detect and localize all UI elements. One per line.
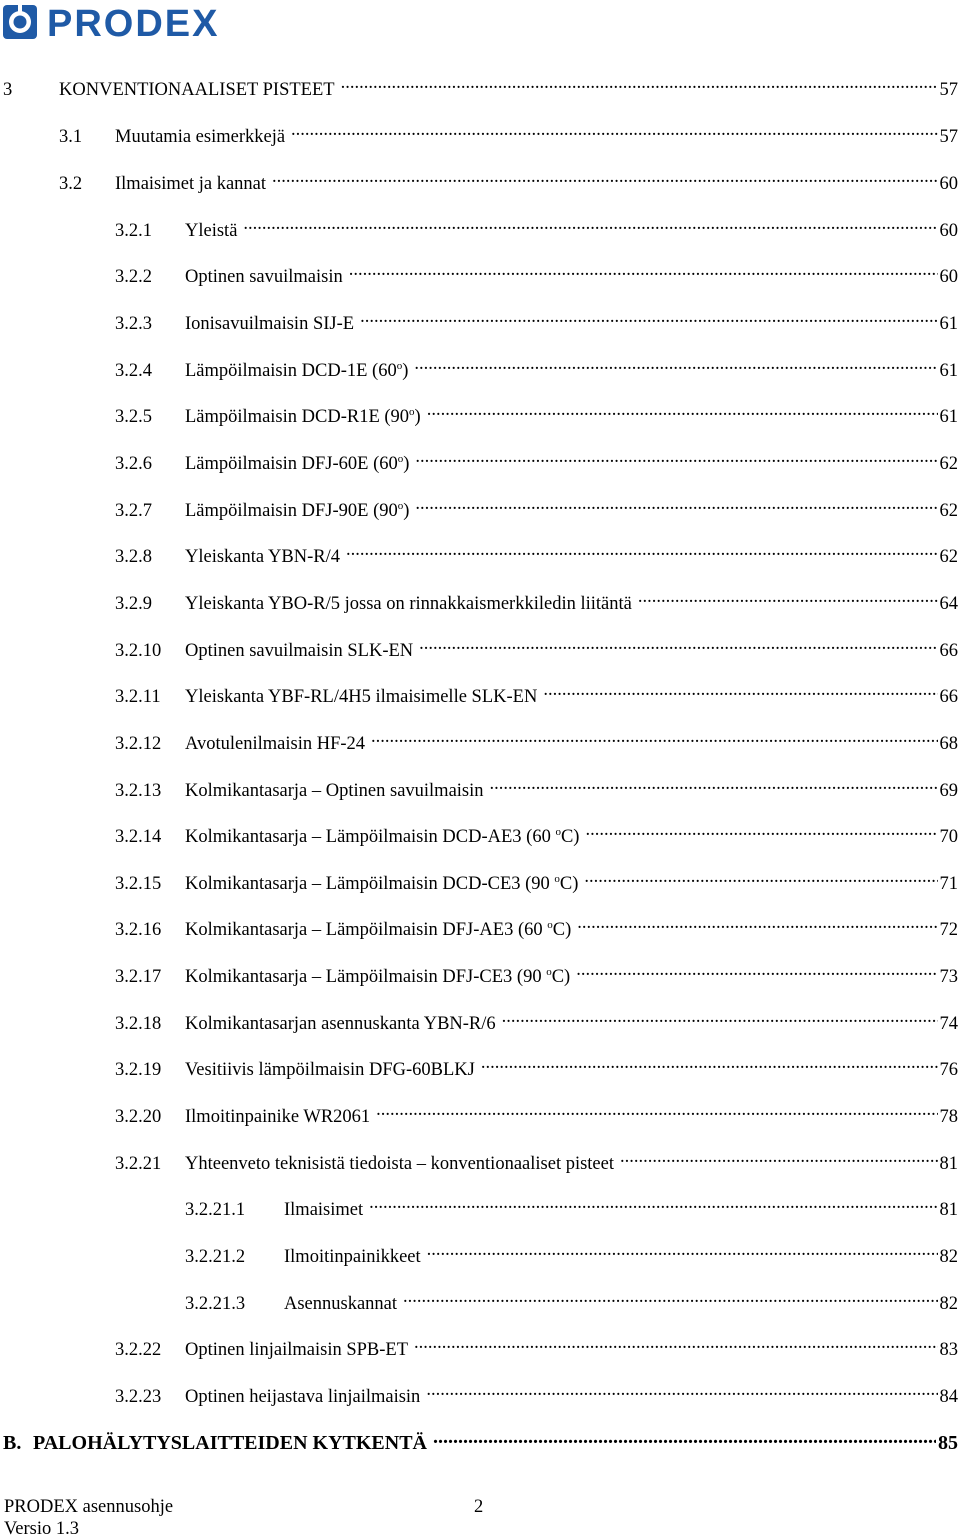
- page-footer: [4, 1496, 173, 1540]
- toc-entry-3-2-20[interactable]: [115, 1098, 958, 1127]
- toc-title-text: C): [551, 967, 571, 987]
- toc-entry-3-2-21-3[interactable]: [185, 1285, 958, 1314]
- toc-entry-3-2-16[interactable]: [115, 911, 958, 940]
- toc-entry-title: Vesitiivis lämpöilmaisin DFG-60BLKJ: [185, 1060, 475, 1080]
- toc-entry-number: 3.2.5: [115, 407, 152, 427]
- logo-graphic: [3, 3, 343, 41]
- toc-leader-dots: [543, 678, 937, 702]
- toc-entry-page: 60: [939, 174, 958, 194]
- toc-leader-dots: [502, 1005, 938, 1029]
- toc-entry-page: 81: [939, 1154, 958, 1174]
- toc-entry-page: 57: [939, 127, 958, 147]
- toc-leader-dots: [576, 958, 937, 982]
- toc-entry-number: 3.2.18: [115, 1014, 162, 1034]
- toc-entry-number: 3.2.15: [115, 874, 162, 894]
- toc-entry-page: 61: [939, 407, 958, 427]
- toc-entry-page: 72: [939, 920, 958, 940]
- toc-entry-title: Ilmaisimet ja kannat: [115, 174, 267, 194]
- toc-title-text: C): [559, 874, 579, 894]
- toc-entry-3-2-3[interactable]: [115, 305, 958, 334]
- toc-leader-dots: [403, 1285, 937, 1309]
- toc-entry-number: 3.2.9: [115, 594, 152, 614]
- toc-entry-page: 68: [939, 734, 958, 754]
- toc-entry-title: Yleiskanta YBO-R/5 jossa on rinnakkaismerkkiledin liitäntä: [185, 594, 632, 614]
- toc-entry-3-2-5[interactable]: [115, 398, 958, 427]
- toc-title-text: Kolmikantasarja – Lämpöilmaisin DFJ-AE3 (60: [185, 920, 548, 940]
- toc-entry-3-2-14[interactable]: [115, 818, 958, 847]
- toc-entry-title: Ilmoitinpainikkeet: [284, 1247, 421, 1267]
- toc-entry-title: [185, 405, 427, 429]
- toc-entry-title: [185, 918, 577, 942]
- toc-leader-dots: [369, 1191, 937, 1215]
- toc-entry-3-2-13[interactable]: [115, 772, 958, 801]
- toc-entry-number: 3.2.23: [115, 1387, 162, 1407]
- toc-leader-dots: [291, 118, 937, 142]
- toc-entry-title: Kolmikantasarjan asennuskanta YBN-R/6: [185, 1014, 496, 1034]
- toc-leader-dots: [346, 538, 937, 562]
- toc-leader-dots: [620, 1145, 938, 1169]
- toc-entry-number: 3.2.10: [115, 641, 162, 661]
- toc-entry-page: 61: [939, 361, 958, 381]
- degree-sign: o: [397, 453, 404, 465]
- toc-entry-title: [185, 965, 576, 989]
- toc-entry-number: 3.2.6: [115, 454, 152, 474]
- toc-leader-dots: [415, 445, 937, 469]
- toc-entry-number: 3.1: [59, 127, 83, 147]
- toc-leader-dots: [584, 865, 937, 889]
- toc-entry-page: 69: [939, 781, 958, 801]
- toc-leader-dots: [360, 305, 937, 329]
- toc-entry-3-2-10[interactable]: [115, 632, 958, 661]
- degree-sign: o: [555, 826, 561, 838]
- toc-entry-title: [185, 452, 415, 476]
- toc-leader-dots: [376, 1098, 937, 1122]
- toc-leader-dots: [415, 492, 937, 516]
- toc-entry-title: [185, 825, 585, 849]
- toc-entry-title: PALOHÄLYTYSLAITTEIDEN KYTKENTÄ: [33, 1432, 427, 1454]
- toc-entry-3-2-18[interactable]: [115, 1005, 958, 1034]
- toc-entry-page: 66: [939, 687, 958, 707]
- toc-entry-page: 70: [939, 827, 958, 847]
- toc-entry-page: 76: [939, 1060, 958, 1080]
- toc-entry-3-2-9[interactable]: [115, 585, 958, 614]
- toc-entry-3-2-4[interactable]: [115, 352, 958, 381]
- toc-entry-page: 82: [939, 1247, 958, 1267]
- toc-title-text: C): [560, 827, 580, 847]
- toc-title-text: Lämpöilmaisin DFJ-90E (90: [185, 501, 398, 521]
- toc-entry-title: [185, 872, 584, 896]
- toc-entry-3-2-11[interactable]: [115, 678, 958, 707]
- toc-entry-3-2-21-2[interactable]: [185, 1238, 958, 1267]
- toc-entry-title: [185, 499, 415, 523]
- toc-leader-dots: [481, 1051, 938, 1075]
- toc-entry-3-2-19[interactable]: [115, 1051, 958, 1080]
- toc-title-text: C): [552, 920, 572, 940]
- toc-entry-page: 85: [938, 1432, 958, 1454]
- toc-entry-number: 3.2.2: [115, 267, 152, 287]
- toc-entry-3-2[interactable]: [59, 165, 958, 194]
- toc-entry-number: 3.2.1: [115, 221, 152, 241]
- degree-sign: o: [546, 966, 552, 978]
- toc-title-text: Lämpöilmaisin DFJ-60E (60: [185, 454, 398, 474]
- toc-entry-title: Ilmaisimet: [284, 1200, 364, 1220]
- toc-entry-page: 74: [939, 1014, 958, 1034]
- toc-entry-page: 57: [939, 80, 958, 100]
- toc-entry-number: 3.2.14: [115, 827, 162, 847]
- toc-entry-3-2-22[interactable]: [115, 1331, 958, 1360]
- toc-entry-page: 62: [939, 547, 958, 567]
- toc-leader-dots: [341, 71, 938, 95]
- toc-entry-title: Yhteenveto teknisistä tiedoista – konventionaaliset pisteet: [185, 1154, 614, 1174]
- toc-entry-3-1[interactable]: [59, 118, 958, 147]
- toc-entry-title: KONVENTIONAALISET PISTEET: [59, 80, 335, 100]
- toc-leader-dots: [638, 585, 938, 609]
- toc-entry-number: 3.2.12: [115, 734, 162, 754]
- toc-entry-page: 62: [939, 501, 958, 521]
- toc-leader-dots: [371, 725, 937, 749]
- toc-entry-number: 3.2.4: [115, 361, 152, 381]
- toc-entry-title: Ilmoitinpainike WR2061: [185, 1107, 371, 1127]
- toc-entry-page: 84: [939, 1387, 958, 1407]
- toc-leader-dots: [577, 911, 937, 935]
- toc-title-text: Lämpöilmaisin DCD-R1E (90: [185, 407, 410, 427]
- toc-entry-number: 3.2.7: [115, 501, 152, 521]
- toc-leader-dots: [349, 258, 938, 282]
- toc-entry-page: 83: [939, 1340, 958, 1360]
- toc-entry-3-2-6[interactable]: [115, 445, 958, 474]
- toc-entry-3-2-7[interactable]: [115, 492, 958, 521]
- toc-entry-number: 3.2.21.3: [185, 1294, 246, 1314]
- toc-entry-page: 60: [939, 267, 958, 287]
- toc-leader-dots: [243, 212, 937, 236]
- toc-entry-number: 3.2.21: [115, 1154, 162, 1174]
- toc-entry-number: B.: [3, 1432, 22, 1454]
- footer-doc-title: PRODEX asennusohje: [4, 1497, 174, 1517]
- toc-entry-title: Optinen savuilmaisin SLK-EN: [185, 641, 414, 661]
- toc-leader-dots: [585, 818, 937, 842]
- toc-entry-title: Yleistä: [185, 221, 238, 241]
- toc-leader-dots: [272, 165, 937, 189]
- toc-leader-dots: [490, 772, 938, 796]
- toc-entry-page: 62: [939, 454, 958, 474]
- toc-entry-title: Yleiskanta YBN-R/4: [185, 547, 341, 567]
- toc-entry-title: Yleiskanta YBF-RL/4H5 ilmaisimelle SLK-EN: [185, 687, 538, 707]
- toc-entry-title: Optinen heijastava linjailmaisin: [185, 1387, 421, 1407]
- toc-entry-3-2-17[interactable]: [115, 958, 958, 987]
- toc-leader-dots: [414, 352, 937, 376]
- toc-entry-page: 71: [939, 874, 958, 894]
- toc-entry-title: Kolmikantasarja – Optinen savuilmaisin: [185, 781, 484, 801]
- toc-entry-3-2-12[interactable]: [115, 725, 958, 754]
- toc-entry-title: Optinen savuilmaisin: [185, 267, 343, 287]
- toc-entry-b[interactable]: [3, 1425, 958, 1454]
- toc-entry-number: 3: [3, 80, 13, 100]
- footer-version: Versio 1.3: [4, 1519, 80, 1539]
- logo-text: PRODEX: [47, 3, 220, 41]
- toc-entry-number: 3.2.22: [115, 1340, 162, 1360]
- toc-entry-3-2-21[interactable]: [115, 1145, 958, 1174]
- toc-title-text: Kolmikantasarja – Lämpöilmaisin DCD-CE3 (90: [185, 874, 555, 894]
- toc-entry-3-2-15[interactable]: [115, 865, 958, 894]
- toc-entry-page: 61: [939, 314, 958, 334]
- toc-entry-number: 3.2: [59, 174, 83, 194]
- toc-title-text: Kolmikantasarja – Lämpöilmaisin DFJ-CE3 (90: [185, 967, 547, 987]
- degree-sign: o: [547, 919, 553, 931]
- footer-page-number: 2: [474, 1497, 484, 1517]
- toc-entry-number: 3.2.3: [115, 314, 152, 334]
- toc-entry-page: 73: [939, 967, 958, 987]
- toc-entry-number: 3.2.11: [115, 687, 161, 707]
- toc-entry-number: 3.2.21.1: [185, 1200, 246, 1220]
- toc-entry-3-2-23[interactable]: [115, 1378, 958, 1407]
- toc-entry-page: 82: [939, 1294, 958, 1314]
- toc-entry-title: Avotulenilmaisin HF-24: [185, 734, 366, 754]
- degree-sign: o: [396, 360, 403, 372]
- toc-entry-number: 3.2.17: [115, 967, 162, 987]
- degree-sign: o: [397, 500, 404, 512]
- toc-title-text: Lämpöilmaisin DCD-1E (60: [185, 361, 397, 381]
- degree-sign: o: [554, 873, 560, 885]
- toc-entry-title: [185, 359, 414, 383]
- toc-title-text: ): [403, 454, 410, 474]
- toc-entry-3-2-8[interactable]: [115, 538, 958, 567]
- toc-entry-number: 3.2.16: [115, 920, 162, 940]
- toc-entry-page: 66: [939, 641, 958, 661]
- toc-entry-number: 3.2.13: [115, 781, 162, 801]
- toc-entry-page: 64: [939, 594, 958, 614]
- toc-title-text: ): [414, 407, 421, 427]
- toc-entry-page: 60: [939, 221, 958, 241]
- toc-leader-dots: [427, 398, 938, 422]
- toc-entry-number: 3.2.21.2: [185, 1247, 246, 1267]
- toc-entry-3-2-1[interactable]: [115, 212, 958, 241]
- toc-entry-title: Asennuskannat: [284, 1294, 398, 1314]
- toc-entry-title: Muutamia esimerkkejä: [115, 127, 286, 147]
- prodex-logo: [3, 3, 343, 41]
- toc-entry-title: Ionisavuilmaisin SIJ-E: [185, 314, 355, 334]
- degree-sign: o: [409, 406, 415, 418]
- toc-leader-dots: [426, 1378, 937, 1402]
- toc-title-text: ): [403, 501, 410, 521]
- toc-entry-title: Optinen linjailmaisin SPB-ET: [185, 1340, 409, 1360]
- toc-entry-number: 3.2.20: [115, 1107, 162, 1127]
- toc-entry-page: 81: [939, 1200, 958, 1220]
- toc-title-text: Kolmikantasarja – Lämpöilmaisin DCD-AE3 (60: [185, 827, 556, 847]
- toc-entry-number: 3.2.8: [115, 547, 152, 567]
- toc-leader-dots: [427, 1238, 938, 1262]
- toc-entry-page: 78: [939, 1107, 958, 1127]
- toc-entry-3[interactable]: [3, 71, 958, 100]
- toc-entry-number: 3.2.19: [115, 1060, 162, 1080]
- toc-leader-dots: [414, 1331, 937, 1355]
- toc-leader-dots: [433, 1425, 936, 1449]
- toc-entry-3-2-21-1[interactable]: [185, 1191, 958, 1220]
- toc-title-text: ): [402, 361, 409, 381]
- toc-entry-3-2-2[interactable]: [115, 258, 958, 287]
- toc-leader-dots: [419, 632, 937, 656]
